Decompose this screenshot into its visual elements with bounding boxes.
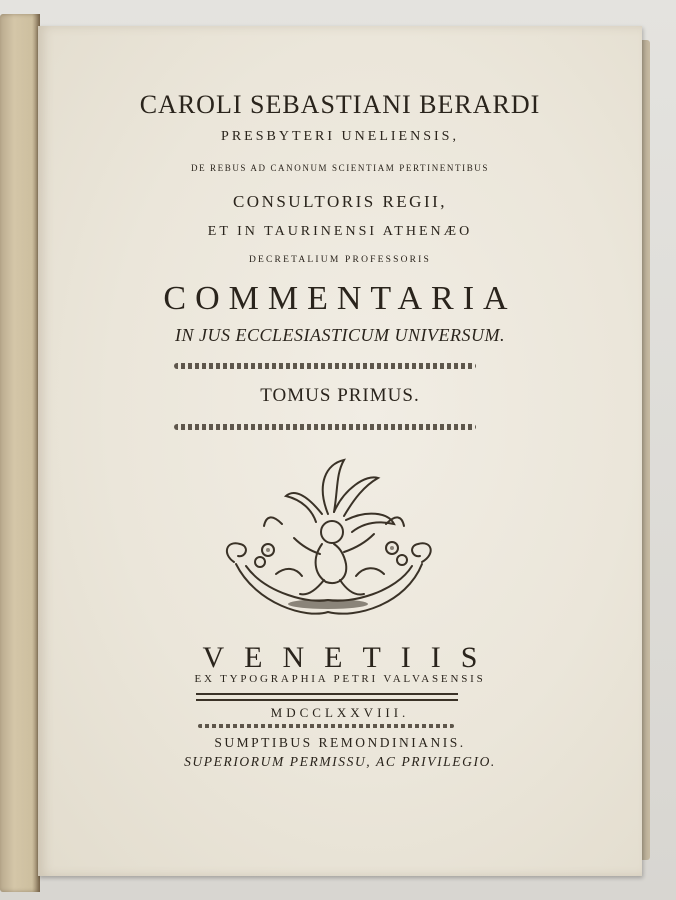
author-location: ET IN TAURINENSI ATHENÆO (207, 224, 473, 239)
dedication-line: DE REBUS AD CANONUM SCIENTIAM PERTINENTIBUS (190, 163, 490, 173)
ornamental-rule-imprint (198, 724, 454, 728)
author-title: PRESBYTERI UNELIENSIS, (221, 129, 459, 144)
book-cover-left (0, 14, 40, 892)
title-page (38, 26, 642, 876)
author-role: CONSULTORIS REGII, (232, 192, 448, 211)
ornamental-rule-bottom (174, 424, 476, 430)
privilege-line: SUPERIORUM PERMISSU, AC PRIVILEGIO. (184, 754, 496, 769)
double-rule-bottom (196, 699, 458, 701)
publication-year: MDCCLXXVIII. (270, 705, 410, 720)
publication-city: VENETIIS (202, 641, 498, 674)
ornamental-rule-top (174, 363, 476, 369)
printer-line: EX TYPOGRAPHIA PETRI VALVASENSIS (194, 673, 486, 685)
sponsor-line: SUMPTIBUS REMONDINIANIS. (214, 735, 466, 750)
book-main-title: COMMENTARIA (163, 280, 517, 317)
book-subtitle: IN JUS ECCLESIASTICUM UNIVERSUM. (175, 325, 505, 345)
volume-label: TOMUS PRIMUS. (260, 385, 420, 406)
putto-ornament-icon (216, 454, 440, 624)
author-professorship: DECRETALIUM PROFESSORIS (248, 255, 432, 265)
double-rule-top (196, 693, 458, 695)
author-name: CAROLI SEBASTIANI BERARDI (139, 90, 541, 119)
